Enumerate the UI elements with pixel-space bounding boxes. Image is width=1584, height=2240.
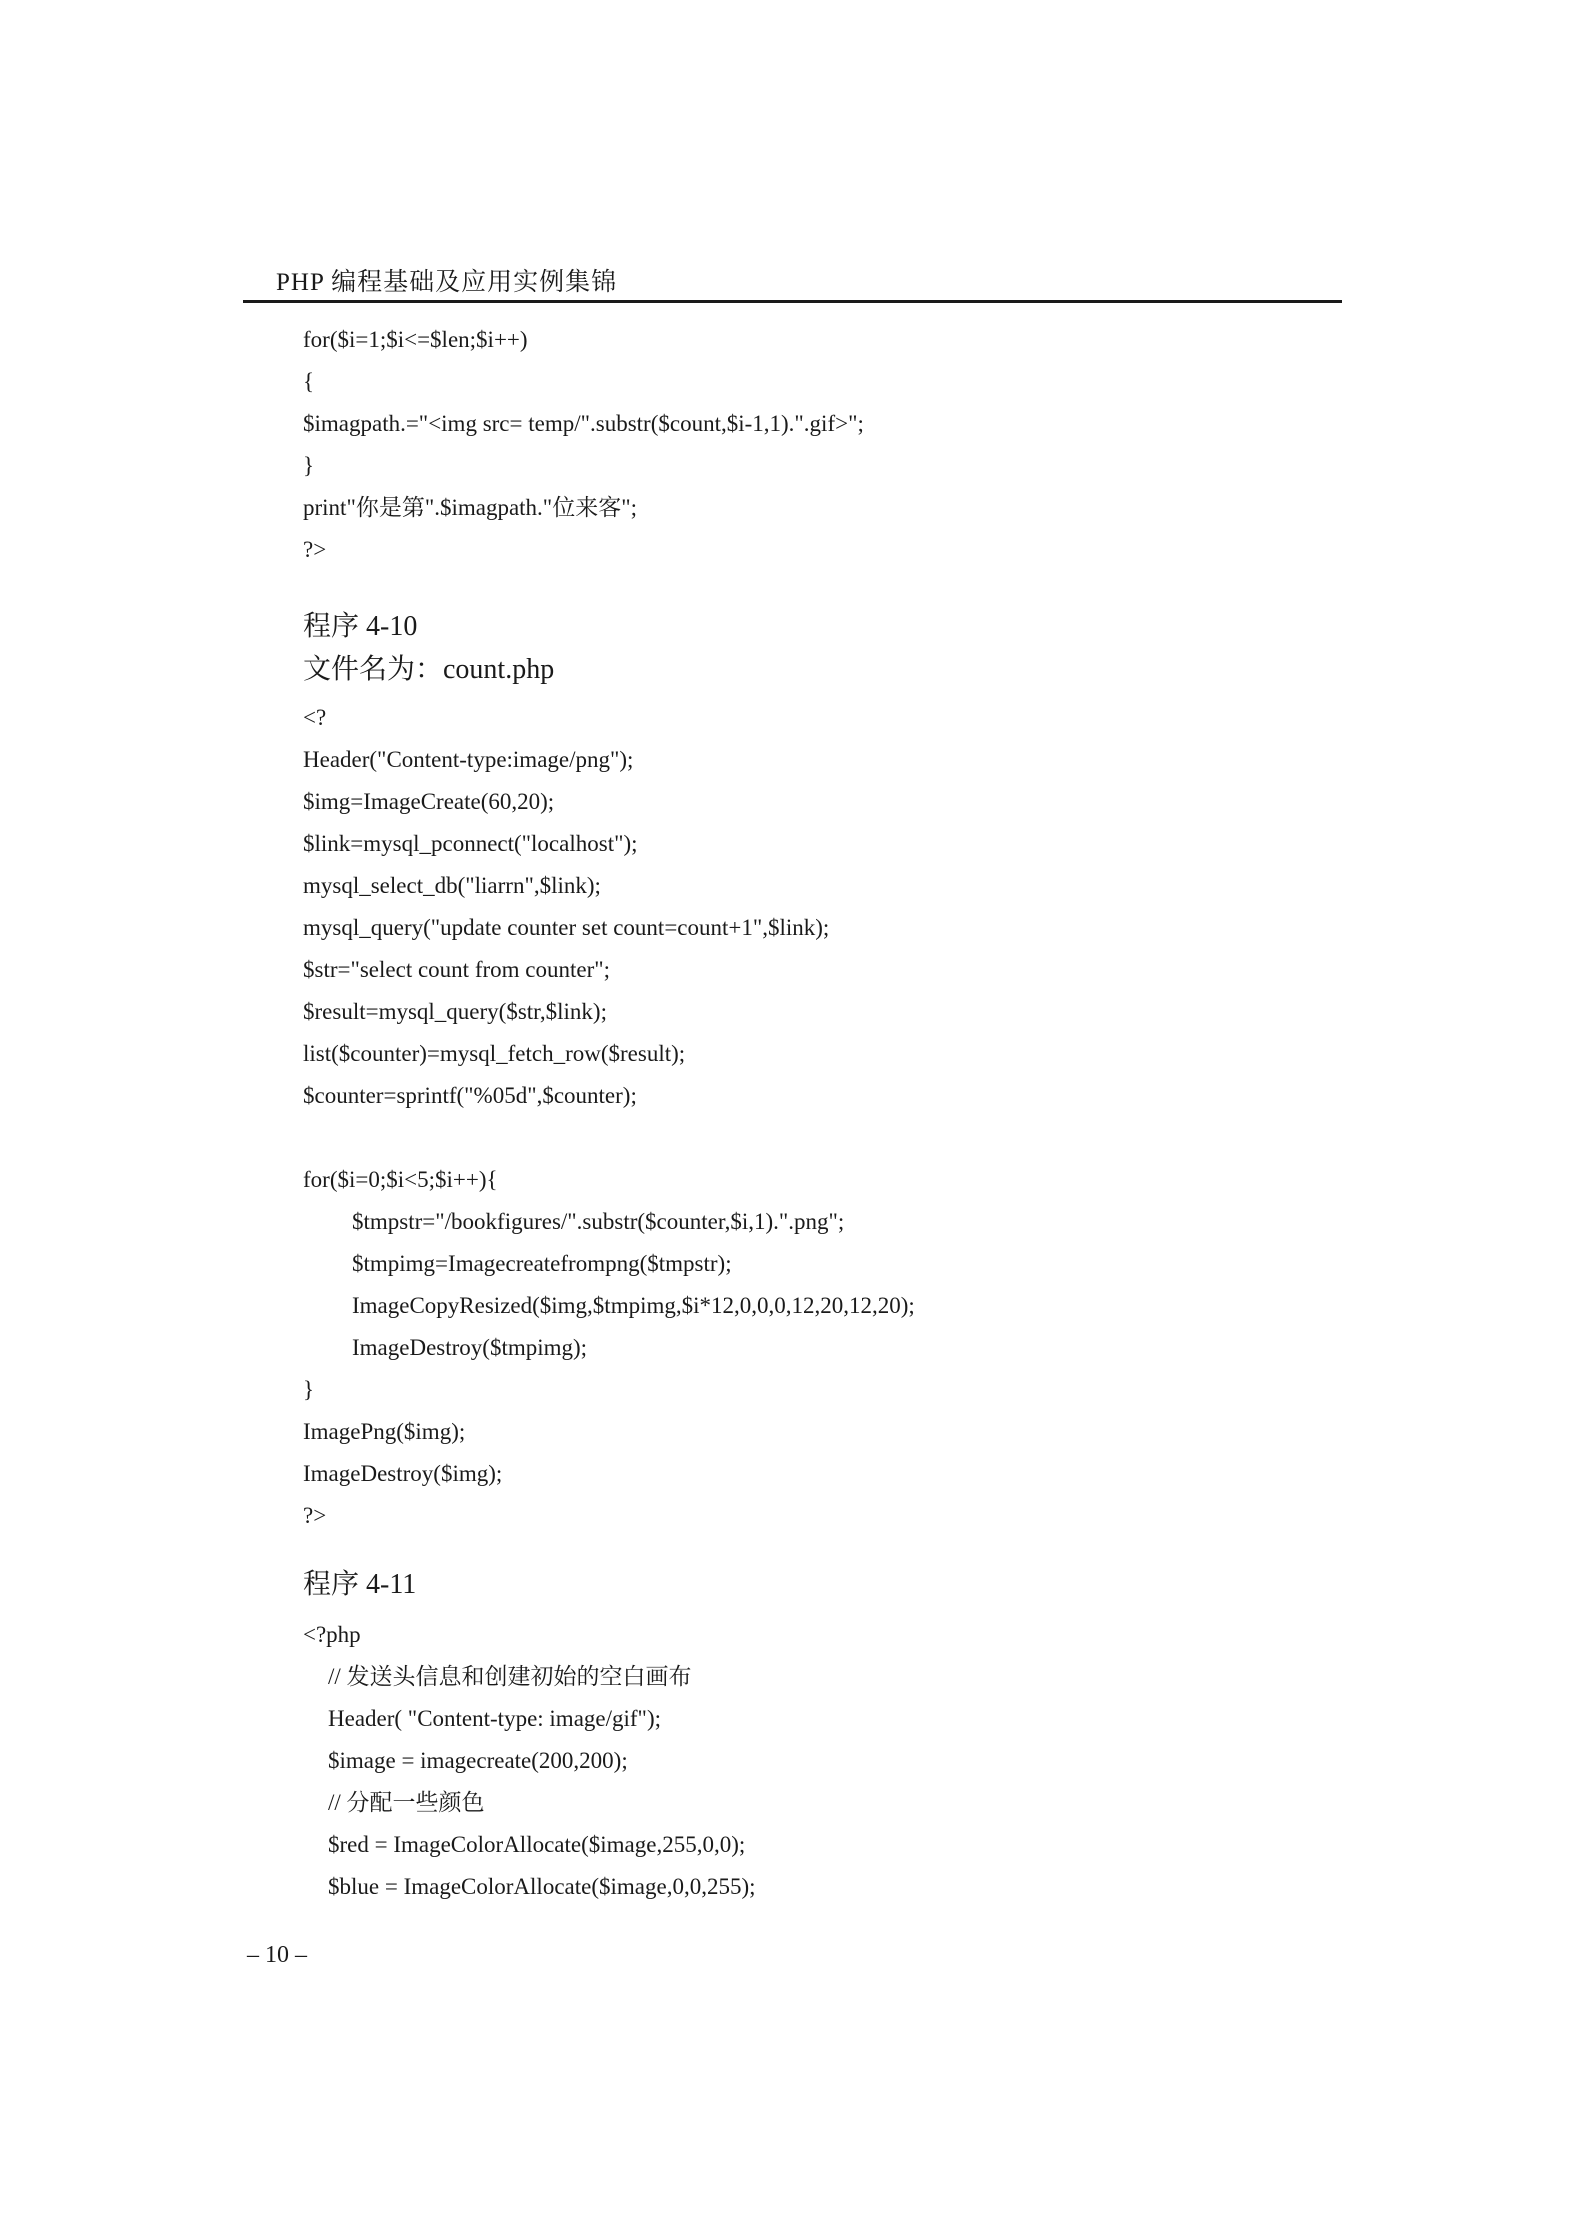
code-comment: // 发送头信息和创建初始的空白画布: [328, 1664, 692, 1689]
code-line: $tmpimg=Imagecreatefrompng($tmpstr);: [352, 1251, 732, 1276]
code-line: ImageDestroy($img);: [303, 1461, 503, 1486]
header-rule: [243, 300, 1342, 303]
running-header: PHP 编程基础及应用实例集锦: [276, 269, 618, 296]
code-comment: // 分配一些颜色: [328, 1790, 485, 1815]
code-line: $tmpstr="/bookfigures/".substr($counter,$i,1).".png";: [352, 1209, 845, 1234]
code-line: print"你是第".$imagpath."位来客";: [303, 495, 637, 520]
code-line: }: [303, 1377, 315, 1402]
code-line: <?php: [303, 1622, 361, 1647]
code-line: Header( "Content-type: image/gif");: [328, 1706, 661, 1731]
code-line: $imagpath.="<img src= temp/".substr($count,$i-1,1).".gif>";: [303, 411, 864, 436]
code-line: ImageDestroy($tmpimg);: [352, 1335, 588, 1360]
code-line: mysql_select_db("liarrn",$link);: [303, 873, 601, 898]
code-line: ImagePng($img);: [303, 1419, 466, 1444]
code-line: $counter=sprintf("%05d",$counter);: [303, 1083, 637, 1108]
program-title: 程序 4-10: [303, 611, 418, 642]
code-line: $blue = ImageColorAllocate($image,0,0,255);: [328, 1874, 756, 1899]
code-line: $link=mysql_pconnect("localhost");: [303, 831, 638, 856]
code-line: ImageCopyResized($img,$tmpimg,$i*12,0,0,0,12,20,12,20);: [352, 1293, 915, 1318]
code-line: ?>: [303, 1503, 327, 1528]
code-line: $img=ImageCreate(60,20);: [303, 789, 555, 814]
code-line: mysql_query("update counter set count=count+1",$link);: [303, 915, 830, 940]
code-line: $red = ImageColorAllocate($image,255,0,0);: [328, 1832, 746, 1857]
code-line: $result=mysql_query($str,$link);: [303, 999, 607, 1024]
code-line: <?: [303, 705, 327, 730]
code-line: for($i=1;$i<=$len;$i++): [303, 327, 528, 352]
code-line: ?>: [303, 537, 327, 562]
code-line: $image = imagecreate(200,200);: [328, 1748, 628, 1773]
code-line: }: [303, 453, 315, 478]
program-filename: 文件名为：count.php: [303, 654, 555, 685]
code-line: Header("Content-type:image/png");: [303, 747, 634, 772]
code-line: list($counter)=mysql_fetch_row($result);: [303, 1041, 686, 1066]
code-line: $str="select count from counter";: [303, 957, 611, 982]
page-number: – 10 –: [247, 1942, 307, 1968]
code-line: {: [303, 369, 315, 394]
code-line: for($i=0;$i<5;$i++){: [303, 1167, 498, 1192]
program-title: 程序 4-11: [303, 1569, 417, 1600]
